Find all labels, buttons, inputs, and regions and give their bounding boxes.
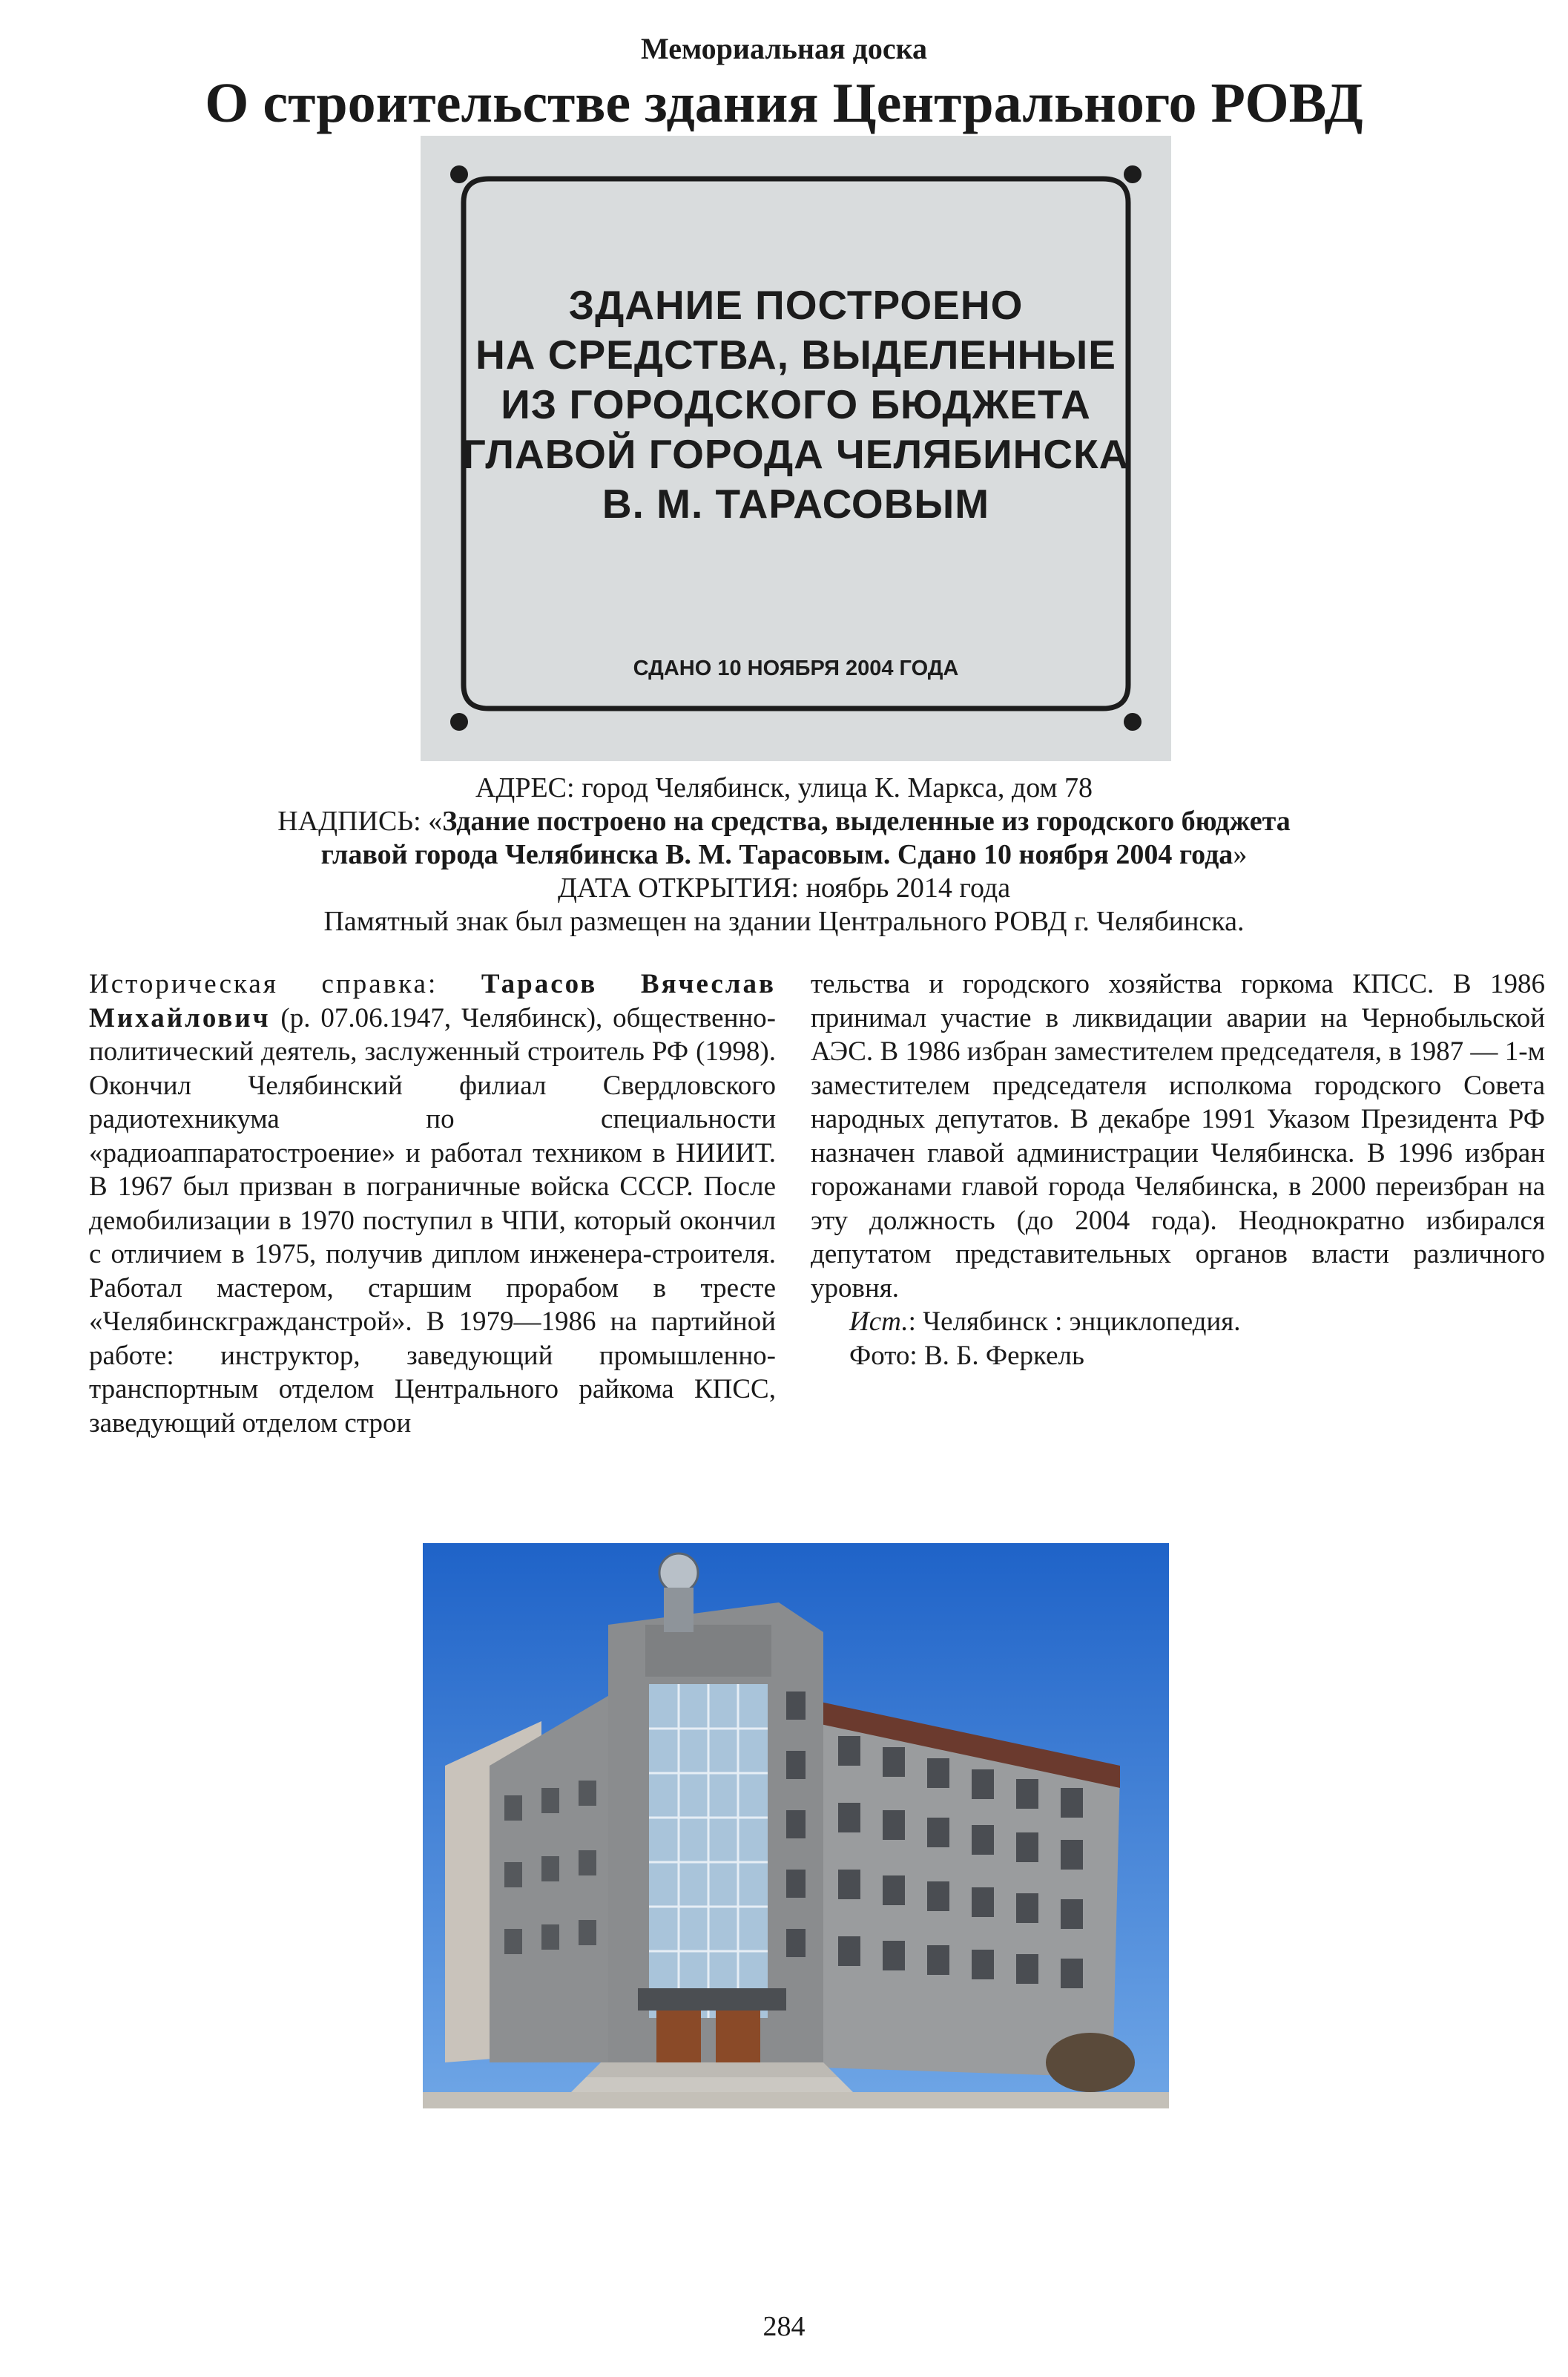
photo-credit: Фото: В. Б. Феркель	[849, 1340, 1084, 1371]
opening-value: ноябрь 2014 года	[799, 872, 1011, 904]
inscription-close: »	[1233, 839, 1248, 870]
opening-label: ДАТА ОТКРЫТИЯ:	[557, 872, 800, 904]
plaque-inscription	[421, 280, 1171, 529]
inscription-text-2: главой города Челябинска В. М. Тарасовым. Сдано 10 ноября 2004 года	[320, 839, 1233, 870]
plaque-bolt-top-left	[450, 165, 468, 183]
address-line	[89, 772, 1479, 805]
building-photo	[423, 1543, 1169, 2108]
opening-line	[89, 872, 1479, 905]
inscription-line-2	[89, 838, 1479, 872]
page-number: 284	[762, 2311, 806, 2342]
source-line	[811, 1305, 1545, 1339]
memorial-plaque-image	[421, 136, 1171, 761]
bio-person-name: Тарасов Вячеслав Михайлович	[89, 969, 776, 1033]
plaque-date-line: СДАНО 10 НОЯБРЯ 2004 ГОДА	[633, 657, 959, 680]
bio-text-right: тельства и городского хозяйства горкома КПСС. В 1986 принимал участие в ликвидации аварии на Чернобыльской АЭС. В 1986 избран заместителем председателя, в 1987 — 1-м заместителем председателя исполкома городского Совета народных депутатов. В декабре 1991 Указом Президента РФ назначен главой администрации Челябинска. В 1996 избран горожанами главой города Челябинска, в 2000 переизбран на эту должность (до 2004 года). Неоднократно избирался депутатом представительных органов власти различного уровня.	[811, 969, 1545, 1303]
placement-note: Памятный знак был размещен на здании Центрального РОВД г. Челябинска.	[323, 906, 1245, 937]
bio-column-left	[89, 967, 776, 1440]
page-title: О строительстве здания Центрального РОВД	[205, 72, 1363, 134]
inscription-line-1	[89, 805, 1479, 838]
section-kicker: Мемориальная доска	[640, 32, 928, 65]
plaque-bolt-bottom-left	[450, 713, 468, 731]
inscription-text-1: Здание построено на средства, выделенные из городского бюджета	[442, 806, 1291, 837]
inscription-label: НАДПИСЬ: «	[277, 806, 443, 837]
plaque-line: ИЗ ГОРОДСКОГО БЮДЖЕТА	[501, 381, 1091, 427]
plaque-caption	[89, 772, 1479, 938]
plaque-line: ГЛАВОЙ ГОРОДА ЧЕЛЯБИНСКА	[462, 431, 1130, 477]
plaque-bolt-top-right	[1124, 165, 1142, 183]
bio-lead-label: Историческая справка:	[89, 969, 481, 999]
plaque-line: В. М. ТАРАСОВЫМ	[602, 481, 990, 527]
source-label: Ист.	[849, 1306, 909, 1337]
plaque-line: НА СРЕДСТВА, ВЫДЕЛЕННЫЕ	[475, 332, 1116, 378]
address-value: город Челябинск, улица К. Маркса, дом 78	[574, 772, 1093, 803]
bio-column-right	[811, 967, 1545, 1372]
plaque-line: ЗДАНИЕ ПОСТРОЕНО	[568, 282, 1024, 328]
address-label: АДРЕС:	[475, 772, 575, 803]
bio-text-left: (р. 07.06.1947, Челябинск), общественно-политический деятель, заслуженный строитель РФ (1998). Окончил Челябинский филиал Свердловского радиотехникума по специальности «радиоаппаратостроение» и работал техником в НИИИТ. В 1967 был призван в пограничные войска СССР. После демобилизации в 1970 поступил в ЧПИ, который окончил с отличием в 1975, получив диплом инженера-строителя. Работал мастером, старшим прорабом в тресте «Челябинскгражданстрой». В 1979—1986 на партийной работе: инструктор, заведующий промышленно-транспортным отделом Центрального райкома КПСС, заведующий отделом строи	[89, 1002, 776, 1439]
source-value: : Челябинск : энциклопедия.	[908, 1306, 1241, 1337]
plaque-bolt-bottom-right	[1124, 713, 1142, 731]
